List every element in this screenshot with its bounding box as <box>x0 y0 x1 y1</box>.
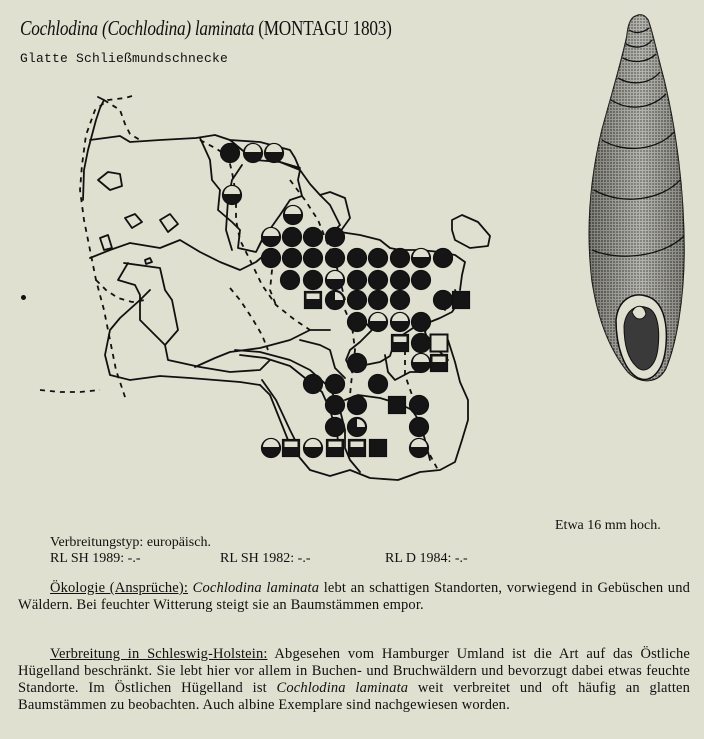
map-point-full <box>348 249 367 268</box>
map-point-half <box>412 249 431 268</box>
map-point-half <box>410 439 429 458</box>
ecology-paragraph <box>18 580 690 614</box>
map-point-full <box>391 249 410 268</box>
red-list-sh-1982: RL SH 1982: -.- <box>220 551 311 566</box>
map-point-full <box>326 375 345 394</box>
map-point-half <box>412 354 431 373</box>
map-point-full <box>410 418 429 437</box>
map-point-full <box>304 271 323 290</box>
map-point-sqhalf <box>431 355 448 372</box>
map-point-half <box>304 439 323 458</box>
ecology-heading: Ökologie (Ansprüche): <box>50 580 189 596</box>
map-point-quarter <box>348 418 367 437</box>
map-point-full <box>434 249 453 268</box>
red-list-d-1984: RL D 1984: -.- <box>385 551 468 566</box>
map-point-full <box>391 271 410 290</box>
map-point-sqhalf <box>327 440 344 457</box>
ecology-text: lebt an schattigen Standorten, vorwiegend in Gebüschen und Wäldern. Bei feuchter Witterung steigt sie an Baumstämmen empor. <box>18 580 690 613</box>
distribution-species: Cochlodina laminata <box>276 680 409 696</box>
map-point-full <box>369 375 388 394</box>
map-point-full <box>369 249 388 268</box>
map-point-full <box>283 249 302 268</box>
species-name: Cochlodina (Cochlodina) laminata <box>20 16 255 40</box>
map-point-full <box>348 396 367 415</box>
map-points <box>221 144 470 458</box>
stray-dot <box>21 295 26 300</box>
map-point-full <box>304 249 323 268</box>
species-author: (MONTAGU 1803) <box>258 16 392 40</box>
map-point-full <box>326 396 345 415</box>
distribution-paragraph <box>18 646 690 714</box>
distribution-type: Verbreitungstyp: europäisch. <box>50 535 211 550</box>
map-point-half <box>262 228 281 247</box>
map-point-sqhalf <box>283 440 300 457</box>
shell-illustration <box>580 0 704 400</box>
map-point-half <box>369 313 388 332</box>
map-point-half <box>326 271 345 290</box>
shell-size-caption: Etwa 16 mm hoch. <box>555 518 661 533</box>
map-point-full <box>326 249 345 268</box>
map-point-quarter <box>326 291 345 310</box>
map-point-full <box>369 271 388 290</box>
map-point-sqhalf <box>392 335 409 352</box>
map-point-full <box>412 271 431 290</box>
map-point-full <box>283 228 302 247</box>
map-point-full <box>348 354 367 373</box>
map-point-half <box>262 439 281 458</box>
map-point-sqhalf <box>305 292 322 309</box>
map-point-half <box>265 144 284 163</box>
map-point-half <box>391 313 410 332</box>
map-point-sqhalf <box>349 440 366 457</box>
common-name: Glatte Schließmundschnecke <box>20 51 229 66</box>
map-point-full <box>369 291 388 310</box>
map-point-full <box>304 375 323 394</box>
map-point-full <box>326 228 345 247</box>
map-point-full <box>221 144 240 163</box>
map-point-full <box>348 313 367 332</box>
map-point-full <box>410 396 429 415</box>
map-point-half <box>284 206 303 225</box>
classification-block <box>50 535 468 567</box>
map-point-full <box>304 228 323 247</box>
map-point-full <box>412 313 431 332</box>
distribution-text-2: weit verbreitet und oft häufig an glatten Baumstämmen zu beobachten. Auch albine Exemplare sind nachgewiesen worden. <box>18 680 690 713</box>
map-point-sqfull <box>453 292 470 309</box>
map-point-full <box>326 418 345 437</box>
map-point-full <box>434 291 453 310</box>
map-point-full <box>348 291 367 310</box>
distribution-text-1: Abgesehen vom Hamburger Umland ist die Art auf das Östliche Hügelland beschränkt. Sie lebt hier vor allem in Buchen- und Bruchwäldern und bevorzugt dabei etwas feuchte Standorte. Im Östlichen Hügelland ist <box>18 646 690 696</box>
map-point-half <box>223 186 242 205</box>
red-list-sh-1989: RL SH 1989: -.- <box>50 551 141 566</box>
red-list-statuses <box>50 551 468 567</box>
map-point-sqfull <box>370 440 387 457</box>
distribution-heading: Verbreitung in Schleswig-Holstein: <box>50 646 268 662</box>
ecology-species: Cochlodina laminata <box>192 580 320 596</box>
map-point-full <box>348 271 367 290</box>
map-point-full <box>412 334 431 353</box>
map-point-half <box>244 144 263 163</box>
map-point-full <box>281 271 300 290</box>
map-point-sqfull <box>389 397 406 414</box>
map-point-full <box>262 249 281 268</box>
map-point-sqempty <box>431 335 448 352</box>
map-point-full <box>391 291 410 310</box>
